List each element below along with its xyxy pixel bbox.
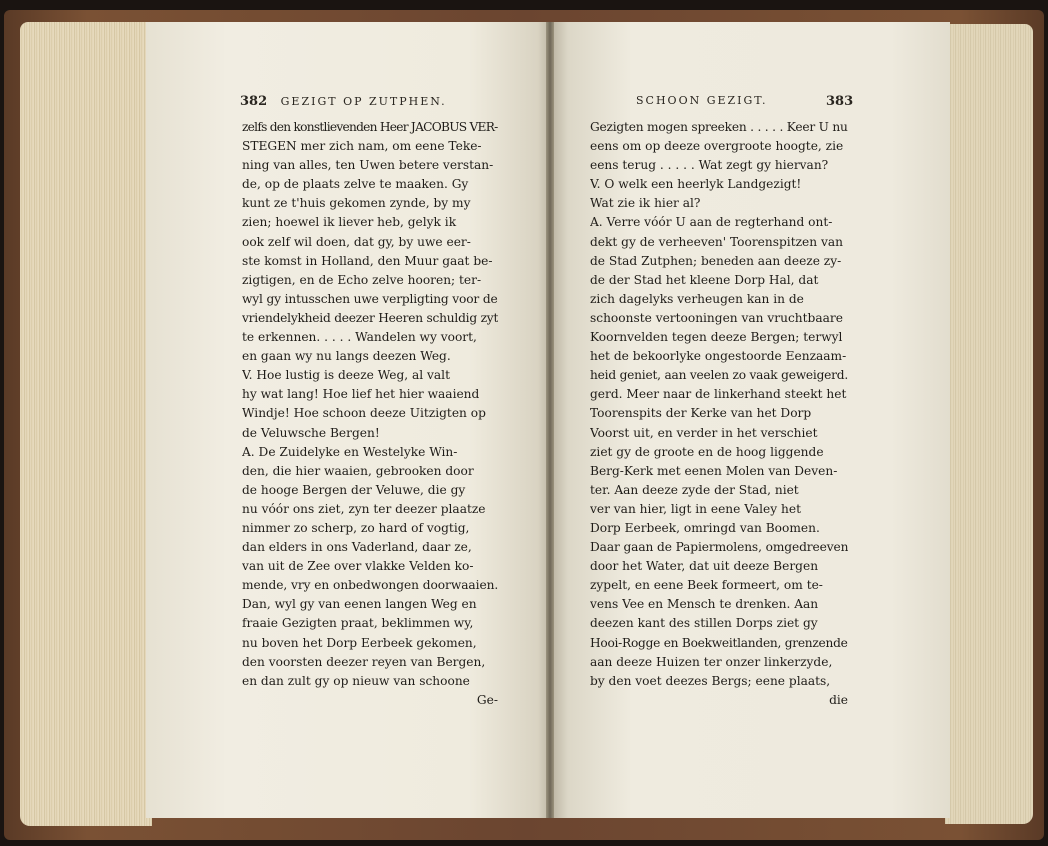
text-line: STEGEN mer zich nam, om eene Teke- (242, 139, 482, 154)
text-line: zelfs den konstlievenden Heer JACOBUS VER- (242, 120, 498, 134)
text-line: het de bekoorlyke ongestoorde Eenzaam- (590, 349, 847, 364)
text-line: vriendelykheid deezer Heeren schuldig zyt (242, 310, 498, 325)
text-line: Windje! Hoe schoon deeze Uitzigten op (242, 406, 486, 421)
text-line: kunt ze t'huis gekomen zynde, by my (242, 196, 471, 211)
text-line: heid geniet, aan veelen zo vaak geweigerd. (590, 368, 848, 383)
left-running-header (240, 94, 480, 109)
text-line: Toorenspits der Kerke van het Dorp (590, 406, 812, 421)
text-line: zigtigen, en de Echo zelve hooren; ter- (242, 272, 482, 287)
text-line: dekt gy de verheeven' Toorenspitzen van (590, 234, 843, 249)
left-page-number: 382 (240, 94, 268, 109)
right-running-head: SCHOON GEZIGT. (636, 94, 768, 107)
text-line: Hooi-Rogge en Boekweitlanden, grenzende (590, 635, 848, 650)
text-line: ning van alles, ten Uwen betere verstan- (242, 158, 494, 173)
text-line: de der Stad het kleene Dorp Hal, dat (590, 272, 819, 287)
book-gutter (546, 22, 554, 818)
text-line: van uit de Zee over vlakke Velden ko- (242, 559, 474, 574)
text-line: A. De Zuidelyke en Westelyke Win- (242, 444, 458, 459)
text-line: Wat zie ik hier al? (590, 196, 701, 211)
text-line: nu vóór ons ziet, zyn ter deezer plaatze (242, 501, 486, 516)
text-line: de Stad Zutphen; beneden aan deeze zy- (590, 253, 842, 268)
text-line: V. O welk een heerlyk Landgezigt! (590, 177, 802, 192)
text-line: nu boven het Dorp Eerbeek gekomen, (242, 635, 477, 650)
text-line: mende, vry en onbedwongen doorwaaien. (242, 578, 498, 593)
right-page-text (590, 118, 848, 710)
text-line: ste komst in Holland, den Muur gaat be- (242, 253, 493, 268)
text-line: ziet gy de groote en de hoog liggende (590, 444, 824, 459)
text-line: Dorp Eerbeek, omringd van Boomen. (590, 520, 820, 535)
text-line: zypelt, en eene Beek formeert, om te- (590, 578, 823, 593)
left-page-edges (20, 22, 152, 826)
text-line: ook zelf wil doen, dat gy, by uwe eer- (242, 234, 471, 249)
text-line: ter. Aan deeze zyde der Stad, niet (590, 482, 799, 497)
text-line: deezen kant des stillen Dorps ziet gy (590, 616, 818, 631)
left-running-head: GEZIGT OP ZUTPHEN. (280, 95, 447, 108)
text-line: Berg-Kerk met eenen Molen van Deven- (590, 463, 838, 478)
text-line: hy wat lang! Hoe lief het hier waaiend (242, 387, 480, 402)
text-line: zien; hoewel ik liever heb, gelyk ik (242, 215, 457, 230)
text-line: den, die hier waaien, gebrooken door (242, 463, 474, 478)
text-line: te erkennen. . . . . Wandelen wy voort, (242, 330, 477, 345)
right-page-edges (945, 24, 1033, 824)
text-line: Koornvelden tegen deeze Bergen; terwyl (590, 330, 843, 345)
text-line: aan deeze Huizen ter onzer linkerzyde, (590, 654, 833, 669)
text-line: en gaan wy nu langs deezen Weg. (242, 349, 451, 364)
text-line: gerd. Meer naar de linkerhand steekt het (590, 387, 847, 402)
text-line: Voorst uit, en verder in het verschiet (590, 425, 818, 440)
right-page-number: 383 (826, 94, 854, 109)
right-running-header (636, 94, 852, 107)
text-line: schoonste vertooningen van vruchtbaare (590, 310, 843, 325)
text-line: Gezigten mogen spreeken . . . . . Keer U nu (590, 120, 848, 134)
text-line: V. Hoe lustig is deeze Weg, al valt (242, 368, 450, 383)
text-line: Dan, wyl gy van eenen langen Weg en (242, 597, 477, 612)
text-line: fraaie Gezigten praat, beklimmen wy, (242, 616, 474, 631)
text-line: eens terug . . . . . Wat zegt gy hiervan? (590, 158, 829, 173)
text-line: den voorsten deezer reyen van Bergen, (242, 654, 486, 669)
text-line: eens om op deeze overgroote hoogte, zie (590, 139, 844, 154)
text-line: ver van hier, ligt in eene Valey het (590, 501, 801, 516)
text-line: de, op de plaats zelve te maaken. Gy (242, 177, 469, 192)
text-line: de hooge Bergen der Veluwe, die gy (242, 482, 466, 497)
text-line: wyl gy intusschen uwe verpligting voor de (242, 291, 498, 306)
text-line: vens Vee en Mensch te drenken. Aan (590, 597, 819, 612)
text-line: de Veluwsche Bergen! (242, 425, 380, 440)
left-page-text (242, 118, 498, 710)
text-line: Daar gaan de Papiermolens, omgedreeven (590, 540, 848, 555)
text-line: dan elders in ons Vaderland, daar ze, (242, 540, 472, 555)
text-line: nimmer zo scherp, zo hard of vogtig, (242, 520, 470, 535)
text-line: en dan zult gy op nieuw van schoone (242, 673, 470, 688)
text-line: A. Verre vóór U aan de regterhand ont- (590, 215, 833, 230)
text-line: zich dagelyks verheugen kan in de (590, 291, 804, 306)
text-line: door het Water, dat uit deeze Bergen (590, 559, 819, 574)
text-line: Ge- (476, 692, 498, 707)
text-line: die (829, 692, 848, 707)
text-line: by den voet deezes Bergs; eene plaats, (590, 673, 831, 688)
